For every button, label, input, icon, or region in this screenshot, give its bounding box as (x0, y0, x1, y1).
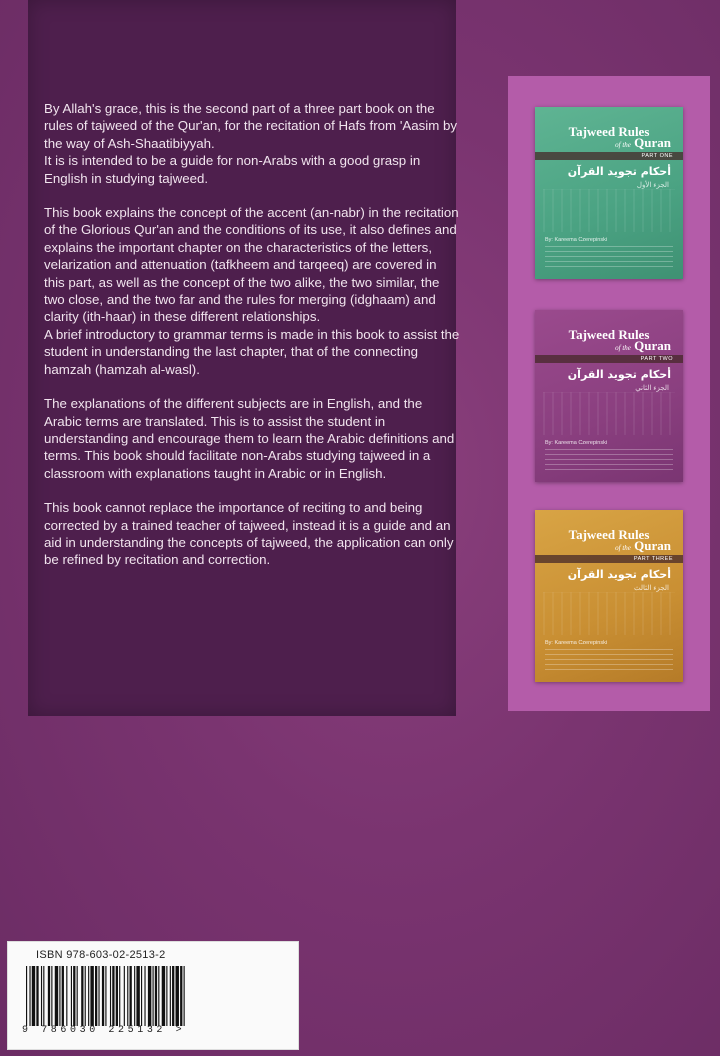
cover-part-one (535, 107, 683, 279)
cover-arabic-title: أحكام تجويد القرآن (567, 368, 671, 381)
cover-arabic-title: أحكام تجويد القرآن (567, 568, 671, 581)
cover-calligraphy-pattern (543, 592, 675, 635)
paragraph-intent: It is is intended to be a guide for non-Arabs with a good grasp in English in studying tajweed. (44, 153, 421, 186)
barcode-digits: 9 786030 225132 > (22, 1025, 186, 1036)
isbn-barcode-box (7, 941, 299, 1050)
cover-part-band: PART THREE (535, 555, 683, 563)
barcode-icon (18, 966, 286, 1026)
cover-title: Tajweed Rules (568, 124, 650, 139)
cover-part-two (535, 310, 683, 482)
paragraph-disclaimer: This book cannot replace the importance of reciting to and being corrected by a trained teacher of tajweed, instead it is a guide and an aid in understanding the concepts of tajweed, the application can only be refined by recitation and correction. (44, 500, 454, 568)
cover-quran: of the Quran (615, 135, 671, 150)
cover-fine-print (545, 449, 673, 471)
paragraph-grammar: A brief introductory to grammar terms is made in this book to assist the student in understanding the last chapter, that of the connecting hamzah (hamzah al-wasl). (44, 326, 460, 377)
cover-author: By: Kareema Czerepinski (545, 640, 608, 646)
cover-quran: of the Quran (615, 538, 671, 553)
cover-quran: of the Quran (615, 338, 671, 353)
cover-fine-print (545, 246, 673, 268)
cover-arabic-part: الجزء الأول (636, 182, 669, 189)
cover-author: By: Kareema Czerepinski (545, 237, 608, 243)
cover-fine-print (545, 649, 673, 671)
cover-part-band: PART TWO (535, 355, 683, 363)
cover-calligraphy-pattern (543, 392, 675, 435)
isbn-label: ISBN 978-603-02-2513-2 (36, 949, 166, 961)
paragraph-explains: This book explains the concept of the accent (an-nabr) in the recitation of the Glorious Qur'an and the conditions of its use, it also defines and explains the important chapter on the characteristics of the letters, velarization and attenuation (tafkheem and tarqeeq) are covered in this part, as well as the concept of the two alike, the two similar, the two close, and the two far and the rules for merging (idghaam) and clarity (ith-haar) in these different relationships. (44, 205, 459, 325)
cover-arabic-title: أحكام تجويد القرآن (567, 165, 671, 178)
cover-author: By: Kareema Czerepinski (545, 440, 608, 446)
paragraph-explanations: The explanations of the different subjects are in English, and the Arabic terms are translated. This is to assist the student in understanding and encourage them to learn the Arabic definitions and terms. This book should facilitate non-Arabs studying tajweed in a classroom with explanations taught in Arabic or in English. (44, 396, 455, 481)
description-text (44, 100, 460, 586)
cover-title: Tajweed Rules (568, 327, 650, 342)
cover-calligraphy-pattern (543, 189, 675, 232)
cover-title: Tajweed Rules (568, 527, 650, 542)
paragraph-intro: By Allah's grace, this is the second part of a three part book on the rules of tajweed of the Qur'an, for the recitation of Hafs from 'Aasim by the way of Ash-Shaatibiyyah. (44, 101, 458, 151)
cover-arabic-part: الجزء الثاني (635, 385, 669, 392)
series-covers-frame (508, 76, 710, 711)
cover-arabic-part: الجزء الثالث (633, 585, 669, 592)
cover-part-band: PART ONE (535, 152, 683, 160)
cover-part-three (535, 510, 683, 682)
